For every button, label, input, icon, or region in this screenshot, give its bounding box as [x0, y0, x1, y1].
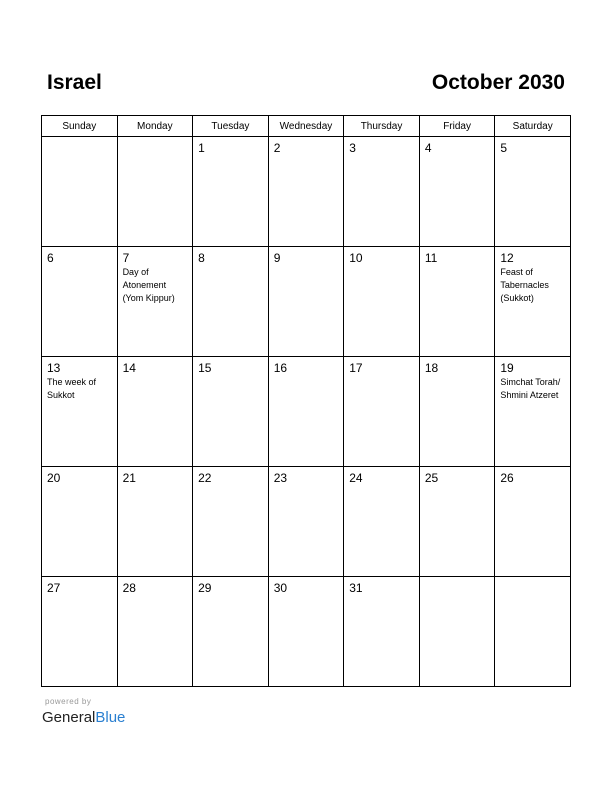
weekday-header: Saturday — [495, 116, 571, 137]
day-number: 13 — [47, 361, 61, 375]
day-number: 16 — [273, 361, 288, 375]
week-row — [42, 577, 571, 687]
day-number: 21 — [122, 471, 136, 485]
day-cell — [344, 467, 420, 577]
day-cell — [419, 577, 495, 687]
month-title: October 2030 — [431, 71, 565, 94]
day-cell — [42, 137, 118, 247]
day-number: 3 — [349, 141, 356, 155]
brand-general: General — [42, 709, 96, 726]
day-cell — [495, 137, 571, 247]
day-cell — [193, 357, 269, 467]
day-cell — [268, 577, 344, 687]
week-row — [42, 137, 571, 247]
day-number: 18 — [424, 361, 439, 375]
day-number: 7 — [122, 251, 130, 265]
day-number: 15 — [198, 361, 212, 375]
day-number: 11 — [424, 251, 438, 265]
day-cell — [42, 577, 118, 687]
holiday-label: Feast of Tabernacles (Sukkot) — [500, 267, 549, 303]
calendar-grid — [41, 115, 571, 687]
weekday-header: Tuesday — [193, 116, 269, 137]
day-cell — [344, 137, 420, 247]
day-number: 5 — [500, 141, 508, 155]
day-cell — [419, 247, 495, 357]
week-row — [42, 467, 571, 577]
day-cell — [117, 467, 193, 577]
day-number: 31 — [349, 581, 363, 595]
day-cell — [419, 137, 495, 247]
day-number: 12 — [500, 251, 514, 265]
day-number: 26 — [500, 471, 514, 485]
day-cell — [268, 357, 344, 467]
powered-by-text: powered by — [45, 697, 92, 706]
day-cell — [495, 357, 571, 467]
day-number: 6 — [47, 251, 54, 265]
day-cell — [344, 357, 420, 467]
day-cell — [495, 467, 571, 577]
weekday-header-row — [42, 116, 571, 137]
brand-blue: Blue — [95, 709, 126, 726]
day-cell — [419, 357, 495, 467]
day-cell — [193, 577, 269, 687]
day-number: 22 — [198, 471, 212, 485]
day-cell — [117, 247, 193, 357]
day-number: 28 — [122, 581, 136, 595]
day-number: 14 — [122, 361, 136, 375]
holiday-label: Simchat Torah/ Shmini Atzeret — [500, 377, 561, 400]
weekday-header: Sunday — [42, 116, 118, 137]
generalblue-logo — [42, 709, 125, 726]
day-number: 9 — [273, 251, 281, 265]
day-number: 27 — [47, 581, 61, 595]
day-number: 10 — [349, 251, 363, 265]
day-cell — [42, 357, 118, 467]
day-cell — [193, 467, 269, 577]
week-row — [42, 357, 571, 467]
day-cell — [117, 357, 193, 467]
day-number: 30 — [273, 581, 288, 595]
weekday-header: Thursday — [344, 116, 420, 137]
day-cell — [42, 467, 118, 577]
day-number: 17 — [349, 361, 363, 375]
weekday-header: Monday — [117, 116, 193, 137]
day-number: 19 — [500, 361, 514, 375]
day-cell — [117, 137, 193, 247]
day-cell — [268, 247, 344, 357]
day-cell — [495, 577, 571, 687]
day-cell — [495, 247, 571, 357]
day-cell — [193, 247, 269, 357]
day-number: 23 — [273, 471, 288, 485]
weekday-header: Wednesday — [268, 116, 344, 137]
day-cell — [42, 247, 118, 357]
day-number: 4 — [424, 141, 432, 155]
day-cell — [268, 467, 344, 577]
day-number: 24 — [349, 471, 363, 485]
day-number: 25 — [424, 471, 439, 485]
day-number: 1 — [198, 141, 205, 155]
day-cell — [344, 247, 420, 357]
weekday-header: Friday — [419, 116, 495, 137]
day-cell — [419, 467, 495, 577]
week-row — [42, 247, 571, 357]
day-cell — [193, 137, 269, 247]
day-number: 2 — [273, 141, 281, 155]
country-title: Israel — [47, 71, 102, 94]
day-cell — [268, 137, 344, 247]
day-number: 29 — [198, 581, 212, 595]
holiday-label: The week of Sukkot — [47, 377, 97, 400]
day-number: 8 — [198, 251, 205, 265]
day-number: 20 — [47, 471, 61, 485]
day-cell — [344, 577, 420, 687]
holiday-label: Day of Atonement (Yom Kippur) — [122, 267, 175, 303]
day-cell — [117, 577, 193, 687]
